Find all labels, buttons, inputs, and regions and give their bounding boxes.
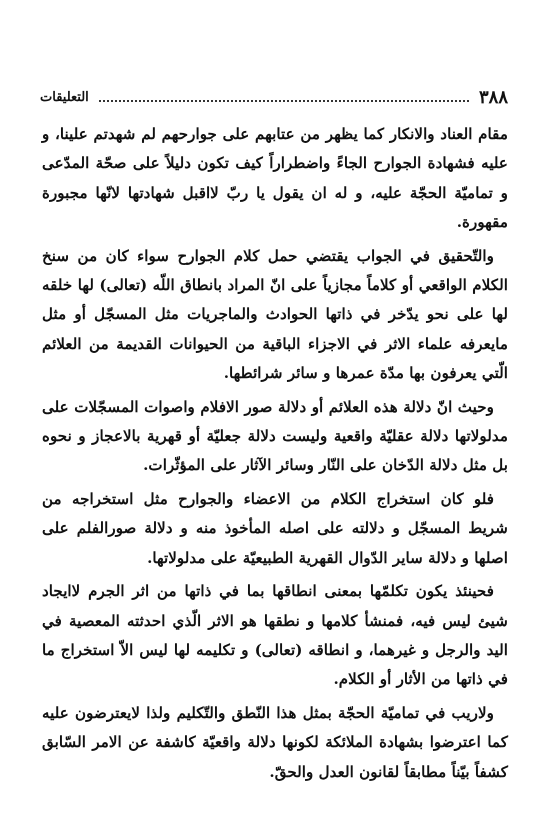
- document-body: [42, 120, 508, 791]
- paragraph: مقام العناد والانكار كما يظهر من عتابهم على جوارحهم لم شهدتم علينا، و عليه فشهادة الجوارح الجاءً واضطراراً كيف تكون دليلاً على صحّة المدّعى و تماميّة الحجّة عليه، و له ان يقول يا ربّ لااقبل شهادتها لانّها مجبورة مقهورة.: [42, 125, 508, 232]
- paragraph: فحينئذ يكون تكلمّها بمعنى انطاقها بما في ذاتها من اثر الجرم لاايجاد شيئ ليس فيه، فمنشأ كلامها و نطقها هو الاثر الّذي احدثته المعصية في اليد والرجل و غيرهما، و انطاقه (تعالى) و تكليمه لها ليس الاّ استخراج ما في ذاتها من الأثار أو الكلام.: [42, 582, 508, 689]
- page-number: ٣٨٨: [478, 86, 508, 108]
- paragraph: والتّحقيق في الجواب يقتضي حمل كلام الجوارح سواء كان من سنخ الكلام الواقعي أو كلاماً مجازياً على انّ المراد بانطاق اللّه (تعالى) لها خلقه لها على نحو يدّخر في ذاتها الحوادث والماجريات مثل المسجّل أو مثل مايعرفه علماء الاثر في الاجزاء الباقية من الحيوانات القديمة من العلائم الّتي يعرفون بها مدّة عمرها و سائر شرائطها.: [42, 246, 508, 383]
- running-title: التعليقات: [40, 89, 89, 105]
- page-header: [40, 84, 508, 110]
- dotted-leader: [99, 100, 469, 102]
- paragraph: وحيث انّ دلالة هذه العلائم أو دلالة صور الافلام واصوات المسجّلات على مدلولاتها دلالة عقليّة واقعية وليست دلالة جعليّة أو قهرية بالاعجاز و نحوه بل مثل دلالة الدّخان على النّار وسائر الآثار على المؤثّرات.: [42, 397, 508, 475]
- paragraph: ولاريب في تماميّة الحجّة بمثل هذا النّطق والتّكليم ولذا لايعترضون عليه كما اعترضوا بشهادة الملائكة لكونها دلالة واقعيّة كاشفة عن الامر السّابق كشفاً بيّناً مطابقاً لقانون العدل والحقّ.: [42, 703, 508, 781]
- paragraph: فلو كان استخراج الكلام من الاعضاء والجوارح مثل استخراجه من شريط المسجّل و دلالته على اصله المأخوذ منه و دلالة صورالفلم على اصلها و دلالة ساير الدّوال القهرية الطبيعيّة على مدلولاتها.: [42, 489, 508, 567]
